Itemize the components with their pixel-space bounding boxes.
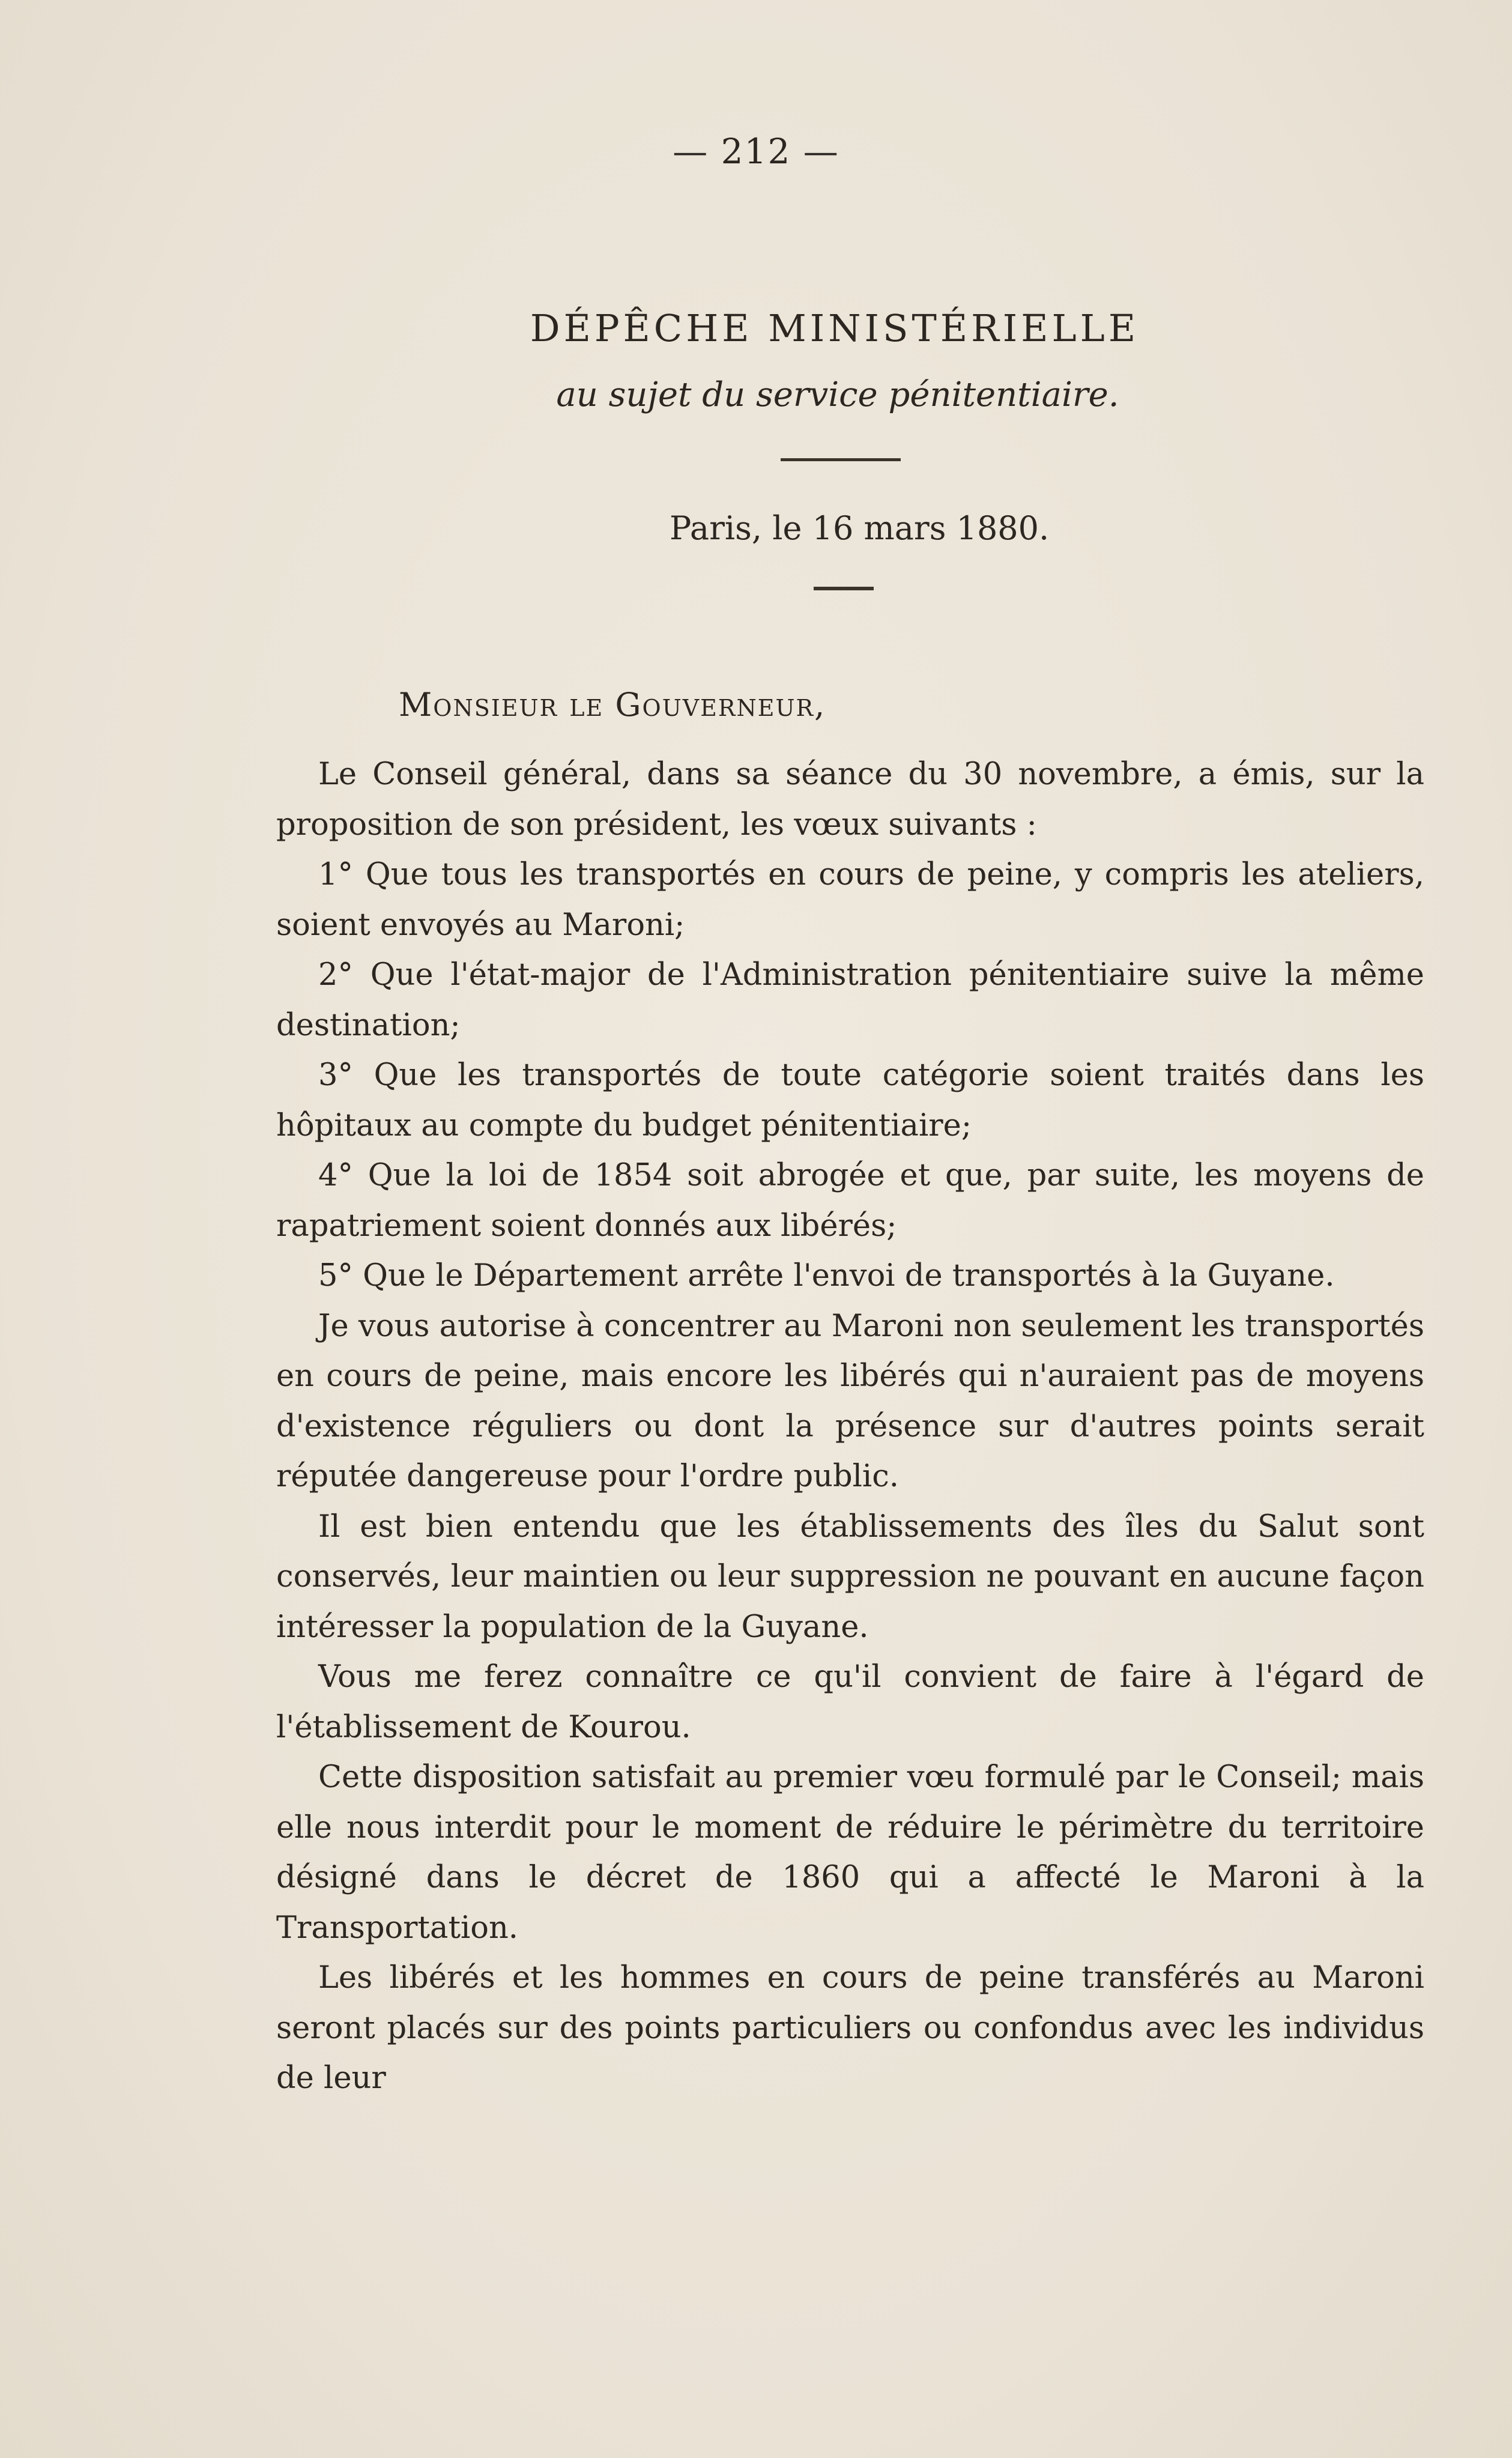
- title-divider-rule: [781, 458, 901, 461]
- date-line: Paris, le 16 mars 1880.: [670, 509, 1050, 547]
- paragraph-authorization: Je vous autorise à concentrer au Maroni non seulement les transportés en cours de peine, mais encore les libérés qui n'auraient pas de moyens d'existence réguliers ou dont la présence sur d'autres points serait réputée dangereuse pour l'ordre public.: [276, 1308, 1424, 1494]
- paragraph-intro: Le Conseil général, dans sa séance du 30 novembre, a émis, sur la proposition de son président, les vœux suivants :: [276, 757, 1424, 843]
- salutation: Monsieur le Gouverneur,: [399, 686, 826, 724]
- date-divider-rule: [814, 587, 874, 590]
- paragraph-wish-2: 2° Que l'état-major de l'Administration pénitentiaire suive la même destination;: [276, 957, 1424, 1043]
- paragraph-kourou: Vous me ferez connaître ce qu'il convient de faire à l'égard de l'établissement de Kourou.: [276, 1659, 1424, 1745]
- paragraph-liberes: Les libérés et les hommes en cours de peine transférés au Maroni seront placés sur des points particuliers ou confondus avec les individus de leur: [276, 1960, 1424, 2096]
- document-title: DÉPÊCHE MINISTÉRIELLE: [530, 306, 1140, 350]
- paragraph-wish-4: 4° Que la loi de 1854 soit abrogée et que, par suite, les moyens de rapatriement soient donnés aux libérés;: [276, 1158, 1424, 1244]
- paragraph-wish-5: 5° Que le Département arrête l'envoi de transportés à la Guyane.: [318, 1258, 1335, 1294]
- paragraph-disposition: Cette disposition satisfait au premier vœu formulé par le Conseil; mais elle nous interdit pour le moment de réduire le périmètre du territoire désigné dans le décret de 1860 qui a affecté le Maroni à la Transportation.: [276, 1760, 1424, 1946]
- letter-body: [276, 749, 1424, 2104]
- paragraph-iles-du-salut: Il est bien entendu que les établissements des îles du Salut sont conservés, leur maintien ou leur suppression ne pouvant en aucune façon intéresser la population de la Guyane.: [276, 1509, 1424, 1645]
- page-number: — 212 —: [673, 131, 839, 172]
- document-subtitle: au sujet du service pénitentiaire.: [556, 375, 1119, 414]
- paragraph-wish-1: 1° Que tous les transportés en cours de peine, y compris les ateliers, soient envoyés au Maroni;: [276, 857, 1424, 943]
- paragraph-wish-3: 3° Que les transportés de toute catégorie soient traités dans les hôpitaux au compte du budget pénitentiaire;: [276, 1058, 1424, 1143]
